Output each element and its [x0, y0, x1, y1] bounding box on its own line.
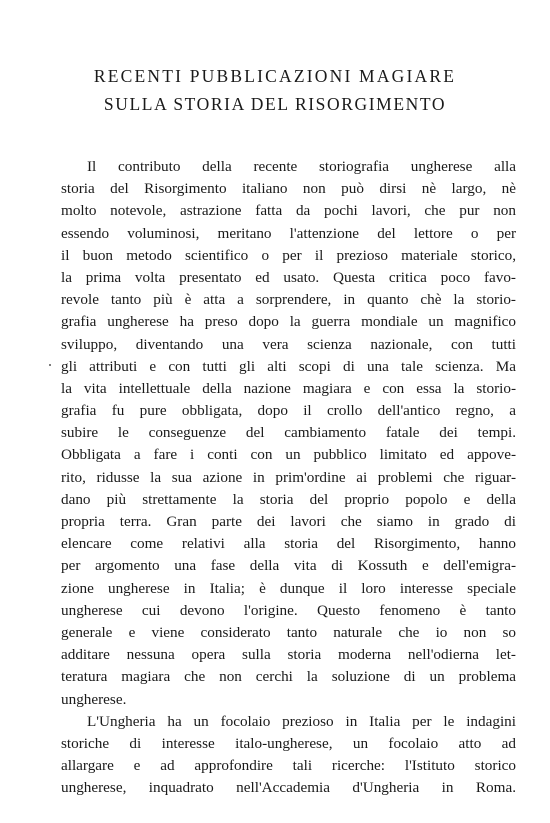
title-line-1: RECENTI PUBBLICAZIONI MAGIARE: [93, 66, 457, 86]
text-line: ungherese.: [61, 690, 127, 708]
text-line: la vita intellettuale della nazione magiara e con essa la storio-: [61, 379, 516, 397]
text-line: rito, ridusse la sua azione in prim'ordine ai problemi che riguar-: [61, 468, 516, 486]
text-line: ungherese cui devono l'origine. Questo fenomeno è tanto: [61, 601, 516, 619]
text-line: dano più strettamente la storia del proprio popolo e della: [61, 490, 516, 508]
article-title: [0, 62, 550, 118]
text-line: elencare come relativi alla storia del Risorgimento, hanno: [61, 535, 516, 553]
text-line: subire le conseguenze del cambiamento fatale dei tempi.: [61, 424, 516, 442]
text-line: per argomento una fase della vita di Kossuth e dell'emigra-: [61, 557, 516, 575]
text-line: zione ungherese in Italia; è dunque il loro interesse speciale: [61, 579, 516, 597]
paragraph-2: [61, 711, 516, 800]
text-line: grafia ungherese ha preso dopo la guerra mondiale un magnifico: [61, 313, 516, 331]
text-line: teratura magiara che non cerchi la soluzione di un problema: [61, 668, 516, 686]
text-line: propria terra. Gran parte dei lavori che siamo in grado di: [61, 513, 516, 530]
text-line: la prima volta presentato ed usato. Questa critica poco favo-: [61, 268, 516, 286]
text-line: grafia fu pure obbligata, dopo il crollo dell'antico regno, a: [61, 402, 516, 420]
text-line: generale e viene considerato tanto naturale che io non so: [61, 623, 516, 641]
text-line: Obbligata a fare i conti con un pubblico limitato ed appove-: [61, 446, 516, 464]
text-line: storiche di interesse italo-ungherese, un focolaio atto ad: [61, 734, 516, 752]
title-line-2: SULLA STORIA DEL RISORGIMENTO: [103, 94, 447, 114]
text-line: L'Ungheria ha un focolaio prezioso in Italia per le indagini: [87, 712, 516, 730]
text-line: sviluppo, diventando una vera scienza nazionale, con tutti: [61, 335, 516, 353]
article-body: [61, 156, 516, 799]
text-line: Il contributo della recente storiografia ungherese alla: [87, 158, 516, 175]
text-line: molto notevole, astrazione fatta da pochi lavori, che pur non: [61, 202, 516, 220]
paragraph-1: [61, 156, 516, 711]
text-line: revole tanto più è atta a sorprendere, in quanto chè la storio-: [61, 291, 516, 309]
margin-speck: [49, 364, 51, 366]
text-line: storia del Risorgimento italiano non può dirsi nè largo, nè: [61, 180, 516, 198]
text-line: gli attributi e con tutti gli alti scopi di una tale scienza. Ma: [61, 357, 516, 375]
text-line: il buon metodo scientifico o per il prezioso materiale storico,: [61, 246, 516, 264]
text-line: allargare e ad approfondire tali ricerche: l'Istituto storico: [61, 757, 516, 775]
text-line: essendo voluminosi, meritano l'attenzione del lettore o per: [61, 224, 516, 242]
text-line: ungherese, inquadrato nell'Accademia d'Ungheria in Roma.: [61, 779, 516, 797]
text-line: additare nessuna opera sulla storia moderna nell'odierna let-: [61, 646, 516, 664]
